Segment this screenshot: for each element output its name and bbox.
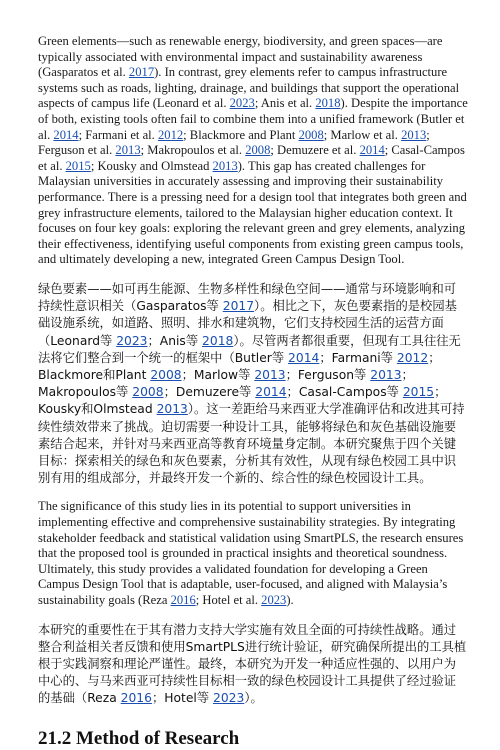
paragraph-text: ）。相比之下，灰色要素指的是校园基础设施系统，如道路、照明、排水和建筑物，它们支持校园生活的运营方面（Leonard等: [38, 299, 457, 348]
paragraph-text: ). This gap has created challenges for Malaysian universities in accurately assessing and improving their sustainability performance. There is a pressing need for a design tool that integrates both green and grey infrastructure elements, tailored to the Malaysian higher education context. It focuses on four key goals: exploring the relevant green and grey elements, analyzing their effectiveness, identifying useful components from existing green campus tools, and ultimately developing a new, integrated Green Campus Design Tool.: [38, 158, 467, 267]
citation-link[interactable]: 2015: [402, 385, 435, 400]
citation-link[interactable]: 2012: [396, 350, 429, 365]
paragraph-text: ；Demuzere等: [163, 385, 256, 400]
paragraph-text: ). Despite the importance of both, existing tools often fail to combine them into a unified framework (Butler et al.: [38, 96, 468, 142]
citation-link[interactable]: 2013: [370, 367, 402, 382]
citation-link[interactable]: 2008: [132, 385, 164, 400]
paragraph-text: The significance of this study lies in its potential to support universities in implementing effective and comprehensive sustainability strategies. By integrating stakeholder feedback and statistical validation using SmartPLS, the research ensures that the proposed tool is grounded in practical insights and theoretical soundness. Ultimately, this study provides a validated foundation for developing a Green Campus Design Tool that is adaptable, user-focused, and aligned with Malaysia’s sustainability goals (Reza: [38, 499, 464, 607]
citation-link[interactable]: 2023: [261, 592, 287, 607]
paragraph-significance-en: [38, 499, 468, 608]
citation-link[interactable]: 2017: [128, 65, 155, 80]
paragraph-text: ；Makropoulos等: [38, 367, 414, 400]
citation-link[interactable]: 2023: [116, 333, 148, 348]
paragraph-text: ; Casal-Campos et al.: [38, 143, 465, 173]
paragraph-text: ; Anis et al.: [254, 96, 316, 111]
citation-link[interactable]: 2015: [65, 158, 91, 173]
paragraph-text: ; Ferguson et al.: [38, 127, 430, 158]
section-heading: 21.2 Method of Research: [38, 727, 240, 749]
citation-link[interactable]: 2018: [315, 96, 341, 111]
paragraph-text: ; Hotel et al.: [195, 592, 262, 607]
citation-link[interactable]: 2013: [254, 367, 286, 382]
citation-link[interactable]: 2008: [298, 127, 324, 142]
paragraph-text: 绿色要素——如可再生能源、生物多样性和绿色空间——通常与环境影响和可持续性意识相关（Gasparatos等: [38, 281, 457, 314]
paragraph-text: ; Makropoulos et al.: [140, 143, 246, 158]
paragraph-text: 本研究的重要性在于其有潜力支持大学实施有效且全面的可持续性战略。通过整合利益相关者反馈和使用SmartPLS进行统计验证，研究确保所提出的工具植根于实践洞察和理论严谨性。最终，本研究为开发一种适应性强的、以用户为中心的、与马来西亚可持续性目标相一致的绿色校园设计工具提供了经过验证的基础（Reza: [38, 622, 467, 706]
citation-link[interactable]: 2013: [115, 143, 141, 158]
paragraph-text: ）。尽管两者都很重要，但现有工具往往无法将它们整合到一个统一的框架中（Butler等: [38, 333, 461, 365]
paragraph-text: ；Casal-Campos等: [286, 385, 403, 400]
document-page: [38, 34, 468, 750]
citation-link[interactable]: 2017: [222, 299, 255, 314]
paragraph-text: ；Anis等: [147, 333, 203, 348]
paragraph-text: ；Farmani等: [319, 350, 397, 365]
citation-link[interactable]: 2012: [157, 127, 184, 142]
paragraph-text: ; Blackmore and Plant: [183, 127, 299, 142]
paragraph-text: ; Demuzere et al.: [270, 143, 360, 158]
citation-link[interactable]: 2013: [212, 158, 238, 173]
citation-link[interactable]: 2016: [170, 592, 196, 607]
paragraph-text: ；Ferguson等: [285, 367, 371, 382]
citation-link[interactable]: 2008: [150, 367, 182, 382]
citation-link[interactable]: 2014: [53, 127, 79, 142]
paragraph-text: ; Marlow et al.: [323, 127, 402, 142]
paragraph-text: ；Marlow等: [181, 367, 255, 382]
paragraph-text: ；Hotel等: [151, 691, 214, 706]
citation-link[interactable]: 2014: [359, 143, 385, 158]
paragraph-green-grey-elements-zh: [38, 281, 468, 487]
paragraph-text: ；Blackmore和Plant: [38, 350, 441, 382]
citation-link[interactable]: 2023: [213, 691, 245, 706]
paragraph-significance-zh: [38, 622, 468, 708]
paragraph-green-grey-elements-en: [38, 34, 468, 268]
citation-link[interactable]: 2018: [202, 333, 234, 348]
paragraph-text: ). In contrast, grey elements refer to campus infrastructure systems such as roads, lighting, drainage, and buildings that support the operational aspects of campus life (Leonard et al.: [38, 65, 460, 111]
citation-link[interactable]: 2013: [401, 127, 427, 142]
paragraph-text: ）。: [244, 691, 263, 706]
citation-link[interactable]: 2023: [229, 96, 255, 111]
citation-link[interactable]: 2014: [288, 350, 320, 365]
paragraph-text: ; Kousky and Olmstead: [90, 158, 213, 173]
citation-link[interactable]: 2008: [245, 143, 271, 158]
citation-link[interactable]: 2016: [120, 691, 152, 706]
paragraph-text: ).: [286, 592, 294, 607]
paragraph-text: ）。这一差距给马来西亚大学准确评估和改进其可持续性绩效带来了挑战。迫切需要一种设计工具，能够将绿色和灰色基础设施要素结合起来，并针对马来西亚高等教育环境量身定制。本研究聚焦于四个关键目标：探索相关的绿色和灰色要素，分析其有效性，从现有绿色校园工具中识别有用的组成部分，并最终开发一个新的、综合性的绿色校园设计工具。: [38, 402, 465, 486]
paragraph-text: Green elements—such as renewable energy, biodiversity, and green spaces—are typically associated with environmental impact and sustainability awareness (Gasparatos et al.: [38, 34, 443, 80]
paragraph-text: ；Kousky和Olmstead: [38, 385, 447, 417]
paragraph-text: ; Farmani et al.: [78, 127, 158, 142]
citation-link[interactable]: 2013: [156, 402, 188, 417]
citation-link[interactable]: 2014: [255, 385, 287, 400]
